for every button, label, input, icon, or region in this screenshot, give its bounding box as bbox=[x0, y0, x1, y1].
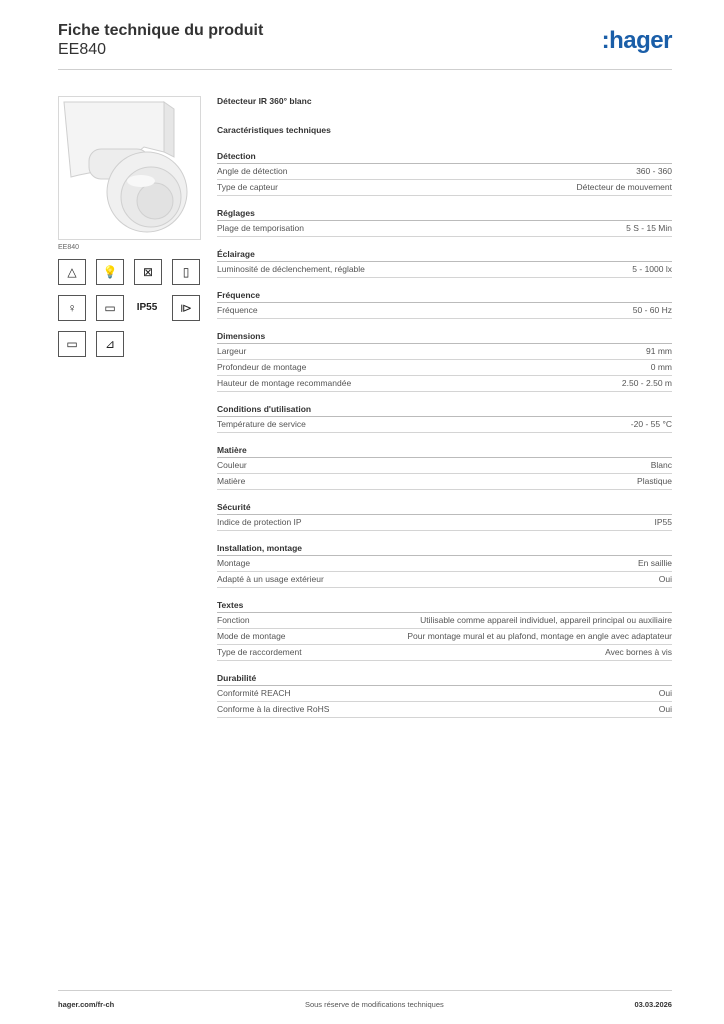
spec-row bbox=[217, 474, 672, 490]
halogen-lamp-icon: ⊠ bbox=[134, 259, 162, 285]
spec-row bbox=[217, 556, 672, 572]
feature-icons bbox=[58, 259, 201, 357]
footer-date: 03.03.2026 bbox=[634, 1000, 672, 1009]
spec-group-title: Fréquence bbox=[217, 289, 672, 303]
spec-label: Conforme à la directive RoHS bbox=[217, 704, 330, 714]
spec-label: Fréquence bbox=[217, 305, 258, 315]
spec-group-title: Conditions d'utilisation bbox=[217, 403, 672, 417]
footer-website[interactable]: hager.com/fr-ch bbox=[58, 1000, 115, 1009]
spec-value: En saillie bbox=[637, 558, 672, 568]
page-header bbox=[58, 21, 672, 70]
ip55-rating: IP55 bbox=[136, 301, 158, 313]
product-sidebar bbox=[58, 96, 201, 357]
spec-label: Largeur bbox=[217, 346, 247, 356]
product-caption: EE840 bbox=[58, 244, 80, 251]
spec-value: Avec bornes à vis bbox=[605, 647, 672, 657]
spec-row bbox=[217, 303, 672, 319]
page-title: Fiche technique du produit bbox=[58, 22, 264, 39]
spec-value: 50 - 60 Hz bbox=[632, 305, 672, 315]
spec-value: 5 S - 15 Min bbox=[626, 223, 672, 233]
spec-row bbox=[217, 262, 672, 278]
spec-value: Détecteur de mouvement bbox=[576, 182, 672, 192]
spec-label: Luminosité de déclenchement, réglable bbox=[217, 264, 365, 274]
product-code: EE840 bbox=[58, 41, 107, 58]
spec-row bbox=[217, 376, 672, 392]
spec-value: 360 - 360 bbox=[636, 166, 672, 176]
spec-value: Blanc bbox=[650, 460, 672, 470]
spec-group-title: Durabilité bbox=[217, 672, 672, 686]
spec-value: Plastique bbox=[637, 476, 672, 486]
ceiling-mount-icon: △ bbox=[58, 259, 86, 285]
spec-value: -20 - 55 °C bbox=[630, 419, 672, 429]
spec-row bbox=[217, 360, 672, 376]
spec-label: Indice de protection IP bbox=[217, 517, 302, 527]
spec-group-title: Détection bbox=[217, 150, 672, 164]
spec-label: Couleur bbox=[217, 460, 247, 470]
spec-value: Utilisable comme appareil individuel, appareil principal ou auxiliaire bbox=[420, 615, 672, 625]
fluorescent-tube-icon-2: ▭ bbox=[58, 331, 86, 357]
section-title: Caractéristiques techniques bbox=[217, 125, 331, 135]
spec-value: Oui bbox=[658, 688, 672, 698]
spec-sheet bbox=[217, 96, 672, 718]
spec-group-title: Matière bbox=[217, 444, 672, 458]
energy-saving-lamp-icon: ▯ bbox=[172, 259, 200, 285]
spec-row bbox=[217, 572, 672, 588]
spec-group-title: Dimensions bbox=[217, 330, 672, 344]
spec-value: Oui bbox=[658, 704, 672, 714]
spec-label: Plage de temporisation bbox=[217, 223, 304, 233]
product-name: Détecteur IR 360° blanc bbox=[217, 96, 312, 106]
spec-value: 0 mm bbox=[650, 362, 672, 372]
spec-row bbox=[217, 417, 672, 433]
spec-row bbox=[217, 164, 672, 180]
spec-group-title: Éclairage bbox=[217, 248, 672, 262]
spec-row bbox=[217, 702, 672, 718]
spec-row bbox=[217, 180, 672, 196]
spec-label: Adapté à un usage extérieur bbox=[217, 574, 324, 584]
spec-label: Matière bbox=[217, 476, 246, 486]
spec-label: Fonction bbox=[217, 615, 250, 625]
hager-logo: :hager bbox=[601, 27, 672, 54]
incandescent-lamp-icon: 💡 bbox=[96, 259, 124, 285]
fluorescent-tube-icon: ▭ bbox=[96, 295, 124, 321]
spec-row bbox=[217, 686, 672, 702]
spec-row bbox=[217, 645, 672, 661]
spec-label: Angle de détection bbox=[217, 166, 288, 176]
spec-label: Mode de montage bbox=[217, 631, 286, 641]
spec-groups bbox=[217, 150, 672, 718]
motion-detector-illustration bbox=[59, 97, 200, 239]
spec-label: Température de service bbox=[217, 419, 306, 429]
spec-group-title: Installation, montage bbox=[217, 542, 672, 556]
bulb-icon: ♀ bbox=[58, 295, 86, 321]
page-footer bbox=[58, 990, 672, 1009]
spec-label: Montage bbox=[217, 558, 251, 568]
spec-value: 5 - 1000 lx bbox=[632, 264, 672, 274]
spec-label: Conformité REACH bbox=[217, 688, 291, 698]
footer-disclaimer: Sous réserve de modifications techniques bbox=[304, 1000, 444, 1009]
spec-group-title: Sécurité bbox=[217, 501, 672, 515]
spec-row bbox=[217, 515, 672, 531]
spec-value: Pour montage mural et au plafond, montage en angle avec adaptateur bbox=[407, 631, 672, 641]
spec-group-title: Réglages bbox=[217, 207, 672, 221]
spec-group-title: Textes bbox=[217, 599, 672, 613]
spec-label: Profondeur de montage bbox=[217, 362, 307, 372]
spec-label: Hauteur de montage recommandée bbox=[217, 378, 352, 388]
spec-label: Type de capteur bbox=[217, 182, 278, 192]
spec-row bbox=[217, 613, 672, 629]
spec-value: IP55 bbox=[654, 517, 672, 527]
spec-value: 91 mm bbox=[646, 346, 672, 356]
product-image bbox=[58, 96, 201, 240]
spec-row bbox=[217, 458, 672, 474]
spec-row bbox=[217, 344, 672, 360]
wall-mount-angle-icon: ⊿ bbox=[96, 331, 124, 357]
spec-value: Oui bbox=[658, 574, 672, 584]
led-icon: ⧐ bbox=[172, 295, 200, 321]
spec-row bbox=[217, 221, 672, 237]
spec-row bbox=[217, 629, 672, 645]
spec-value: 2.50 - 2.50 m bbox=[621, 378, 672, 388]
spec-label: Type de raccordement bbox=[217, 647, 302, 657]
